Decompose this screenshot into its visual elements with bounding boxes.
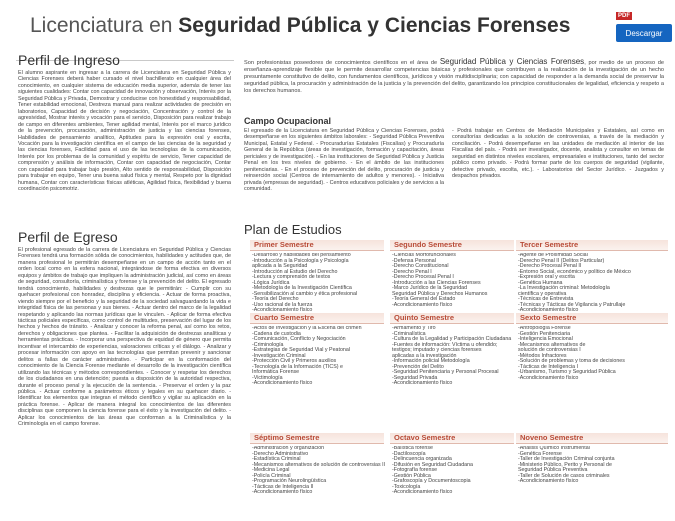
course-item: -Análisis Químico Instrumental bbox=[518, 446, 590, 451]
course-item: -Ministerio Público, Perito y Personal de bbox=[518, 461, 612, 468]
intro-before: Son profesionistas poseedores de conocimientos científicos en el área de bbox=[244, 60, 440, 66]
course-item: -Teoría del Derecho bbox=[252, 296, 299, 303]
semester-heading: Cuarto Semestre bbox=[250, 313, 384, 324]
course-item: -Criminología bbox=[252, 341, 284, 348]
course-item: -Protección Civil y Primeros auxilios bbox=[252, 358, 337, 365]
course-item: -Derecho Procesal Penal II bbox=[518, 263, 582, 270]
course-item: -Teoría General del Estado bbox=[392, 296, 456, 303]
page-title bbox=[30, 14, 570, 38]
course-item: -Agente de Proximidad Social bbox=[518, 253, 588, 258]
course-item: -Delincuencia organizada bbox=[392, 456, 452, 463]
course-item: -Fuentes de información: Víctima u ofendido; bbox=[392, 341, 498, 348]
perfil-egreso-body: El profesional egresado de la carrera de Licenciatura en Seguridad Pública y Ciencias Forenses tendrá una formación sólida de conocimientos, habilidades y actitudes que, de manera profesional le permitirán desempeñarse en un campo de acción tanto en el orden local como en la esfera nacional, integrándose de forma efectiva en diversos equipos y ámbitos de trabajo que impliquen la administración judicial, así como en áreas de seguridad, consultoría, criminalística y forense y la prevención del delito. El egresado tendrá conocimiento, habilidades y destrezas que le permitirán: - Cumplir con su quehacer profesional con honradez, disciplina y eficiencia. - Actuar de forma proactiva, viendo siempre por el beneficio y la seguridad de la sociedad salvaguardando la vida e integridad física de las personas y sus bienes. - Actuar dentro del marco de la legalidad respetando y aplicando las normas jurídicas que le vinculen. - Aplicar de forma efectiva tácticas policiales específicas, como control de multitudes, preservación del lugar de los hechos y hechos de tránsito. - Analizar y conocer la reforma penal, así como los retos, derechos y obligaciones que plantea. - Facilitar la adquisición de destrezas analíticas y herramientas prácticas. - Incorporar una perspectiva de equidad de género que permita incentivar el intercambio de experiencias, valoraciones críticas y el diálogo. - Analizar y procesar información con apoyo en las tecnologías que permitan prevenir y sancionar delitos a fallas de carácter administrativo. - Participar en la conformación del conocimiento de la Ciencia Forense mediante el desarrollo de la investigación científica utilizando las técnicas y métodos correspondientes. - Conocer y respetar los derechos de los ciudadanos en una detención; puesta a disposición de la autoridad respectiva, durante el proceso penal y la ejecución de la sentencia. - Preservar el orden y la paz pública. - Actuar conforme a parámetros éticos y legales en su quehacer diario. - Identificar los elementos que integran el método científico y vigilar su aplicación en la práctica forense. - Aplicar de manera integral los conocimientos de las diferentes disciplinas que componen la ciencia forense para el éxito y la investigación del delito. - Aplicar los conocimientos de las áreas que conforman a la Criminalística y la Criminología en el campo forense. bbox=[18, 247, 231, 428]
course-item: -Investigación Criminal bbox=[252, 352, 306, 359]
course-item: -Estadística Criminal bbox=[252, 456, 301, 463]
course-item: -Antropología Forense bbox=[518, 326, 571, 331]
course-item: -Tácticas de Inteligencia II bbox=[252, 483, 314, 490]
course-item: -Balística forense bbox=[392, 446, 433, 451]
course-item: -Introducción a la Psicología y Psicología bbox=[252, 257, 349, 264]
course-item: -Difusión en Seguridad Ciudadana bbox=[392, 461, 473, 468]
semester-courses bbox=[518, 326, 668, 388]
course-item: -Estrategias de Seguridad Vial y Peatonal bbox=[252, 347, 350, 354]
intro-after: , por medio de un proceso de enseñanza-aprendizaje flexible que le permite desarrollar competencias básicas y profesionales que contribuyen a la realización de la investigación de un hecho presuntamente constitutivo de delito, con fundamentos científicos, jurídicos y visión multidisciplinaria; con capacidad de responder a la demanda social de preservar la seguridad pública, la procuración y administración de la justicia y la prevención del delito, garantizando los principios constitucionales de legalidad, eficiencia y respeto a los derechos humanos. bbox=[244, 60, 664, 94]
semester-courses bbox=[252, 326, 390, 388]
course-item: -Acondicionamiento físico bbox=[518, 478, 579, 485]
course-item: Seguridad Pública Preventiva bbox=[518, 467, 588, 474]
course-item: -Solución de problemas y toma de decisiones bbox=[518, 358, 625, 365]
course-item: -Técnicas y Tácticas de Vigilancia y Patrullaje bbox=[518, 301, 626, 308]
intro-text bbox=[244, 58, 664, 114]
course-item: -Dactiloscopía bbox=[392, 450, 426, 457]
course-item: -Genética Forense bbox=[518, 450, 562, 457]
course-item: -Entorno Social, económico y político de México bbox=[518, 268, 631, 275]
course-item: -Técnicas de Entrevista bbox=[518, 296, 574, 303]
course-item: -Taller de Investigación Criminal conjunta bbox=[518, 456, 615, 463]
course-item: -Acondicionamiento físico bbox=[392, 380, 453, 387]
course-item: -Medicina Legal bbox=[252, 467, 290, 474]
course-item: -Desarrollo y habilidades del pensamiento bbox=[252, 253, 351, 258]
course-item: -Seguridad Privada bbox=[392, 374, 438, 381]
course-item: -Criminalística bbox=[392, 330, 426, 337]
course-item: -Derecho Administrativo bbox=[252, 450, 309, 457]
course-item: -Derecho Penal II (Delitos Particular) bbox=[518, 257, 605, 264]
course-item: aplicada a la Seguridad bbox=[252, 263, 308, 270]
semester-heading: Tercer Semestre bbox=[516, 240, 668, 251]
semester-courses bbox=[518, 253, 668, 313]
course-item: -Mecanismos alternativos de bbox=[518, 341, 586, 348]
course-item: -Prevención del Delito bbox=[392, 363, 444, 370]
semester-heading: Segundo Semestre bbox=[390, 240, 514, 251]
course-item: -Acondicionamiento físico bbox=[252, 489, 313, 496]
plan-heading: Plan de Estudios bbox=[244, 222, 342, 237]
semester-courses bbox=[392, 446, 516, 519]
course-item: -Policía Criminal bbox=[252, 472, 291, 479]
course-item: -Toxicología bbox=[392, 483, 421, 490]
semester-courses bbox=[392, 253, 512, 313]
campo-right-body: - Podrá trabajar en Centros de Mediación Municipales y Estatales, así como en consultorías dedicadas a la solución de controversias, a través de la mediación y conciliación. - Podrá desempeñarse en las unidades de mediación al interior de las Fiscalías del país. - Podrá ser investigador, docente, analista y consultor en temas de seguridad en distintos niveles escolares, empresariales e instituciones, tanto del sector público como privado. - Podrá formar parte de los cuerpos de seguridad (vigilante, detective privado, escolta, etc.). - Laboratorios del Sector Jurídico. - Juzgados y despachos privados. bbox=[452, 128, 664, 180]
course-item: -Información policial Metodología bbox=[392, 358, 470, 365]
course-item: -Grafoscopía y Documentoscopia bbox=[392, 478, 471, 485]
course-item: -Derecho Penal I bbox=[392, 268, 432, 275]
semester-courses bbox=[392, 326, 516, 388]
course-item: -Tecnología de la Información (TICS) e bbox=[252, 363, 343, 370]
course-item: -Introducción a las Ciencias Forenses bbox=[392, 279, 481, 286]
course-item: -Derecho Procesal Penal I bbox=[392, 274, 454, 281]
course-item: -Derecho Constitucional bbox=[392, 263, 449, 270]
course-item: -Seguridad Penitenciaria y Personal Procesal bbox=[392, 369, 499, 376]
course-item: -Ciencias Morfofuncionales bbox=[392, 253, 456, 258]
perfil-egreso-heading: Perfil de Egreso bbox=[18, 229, 118, 245]
course-item: Informática Forense bbox=[252, 369, 300, 376]
semester-heading: Noveno Semestre bbox=[516, 433, 668, 444]
course-item: -Introducción al Estudio del Derecho bbox=[252, 268, 338, 275]
perfil-ingreso-heading: Perfil de Ingreso bbox=[18, 52, 120, 68]
semester-heading: Octavo Semestre bbox=[390, 433, 514, 444]
course-item: aplicadas a la investigación bbox=[392, 352, 457, 359]
course-item: -Sensibilización al cambio y ética profesional bbox=[252, 290, 358, 297]
course-item: -Mecanismos alternativos de solución de controversias II bbox=[252, 461, 386, 468]
campo-right bbox=[452, 128, 664, 218]
course-item: -La Investigación criminal: Metodología bbox=[518, 285, 610, 292]
title-prefix: Licenciatura en bbox=[30, 14, 179, 37]
course-item: -Victimología bbox=[252, 374, 283, 381]
course-item: solución de controversias I bbox=[518, 347, 581, 354]
course-item: Seguridad Pública y Derechos Humanos bbox=[392, 290, 488, 297]
course-item: -Defensa Personal bbox=[392, 257, 436, 264]
course-item: -Acondicionamiento físico bbox=[252, 307, 313, 313]
course-item: -Metodología de la Investigación Científica bbox=[252, 285, 352, 292]
pdf-download[interactable] bbox=[612, 12, 672, 42]
course-item: -Genética Humana bbox=[518, 279, 563, 286]
course-item: -Lectura y comprensión de textos bbox=[252, 274, 331, 281]
course-item: -Taller de Solución de casos criminales bbox=[518, 472, 610, 479]
course-item: -Cultura de la Legalidad y Participación Ciudadana bbox=[392, 336, 512, 343]
course-item: -Administración y organización bbox=[252, 446, 325, 451]
course-item: -Urbanismo, Turismo y Seguridad Pública bbox=[518, 369, 616, 376]
course-item: -Gestión Pública bbox=[392, 472, 431, 479]
course-item: -Tácticas de Inteligencia I bbox=[518, 363, 579, 370]
course-item: -Actos de Investigación y la Escena del crimen bbox=[252, 326, 362, 331]
semester-heading: Quinto Semestre bbox=[390, 313, 514, 324]
course-item: -Expresión oral y escrita bbox=[518, 274, 575, 281]
course-item: -Acondicionamiento físico bbox=[392, 489, 453, 496]
semester-heading: Séptimo Semestre bbox=[250, 433, 384, 444]
course-item: testigos; imputado y ciencias forenses bbox=[392, 347, 482, 354]
course-item: -Cadena de custodia bbox=[252, 330, 301, 337]
course-item: -Gestión Penitenciaria bbox=[518, 330, 571, 337]
course-item: -Métodos Infractores bbox=[518, 352, 567, 359]
campo-left-body: El egresado de la Licenciatura en Seguridad Pública y Ciencias Forenses, podrá desempeñarse en los siguientes ámbitos laborales: - Seguridad Pública Preventiva Municipal, Estatal y Federal. - Procuradurías Estatales (Fiscalías) y Procuraduría General de la República (áreas de investigación, formación y capacitación, áreas periciales y de investigación). - En las instituciones de Seguridad Pública y Justicia Penal en los tres niveles de gobierno. - En el ámbito de las instituciones penitenciarias. - En el proceso de prevención del delito, procuración de justicia y reinserción social (Centros de internamiento de adultos y menores). - Iniciativa privada (empresas de seguridad). - Centros educativos policiales y de servicios a la comunidad. bbox=[244, 128, 444, 193]
semester-courses bbox=[252, 446, 392, 519]
campo-left bbox=[244, 128, 444, 218]
course-item: científica y operativa bbox=[518, 290, 567, 297]
course-item: -Acondicionamiento físico bbox=[518, 374, 579, 381]
perfil-ingreso-text bbox=[18, 70, 231, 226]
perfil-egreso-text bbox=[18, 247, 231, 519]
title-bold: Seguridad Pública y Ciencias Forenses bbox=[178, 14, 571, 37]
intro-highlight: Seguridad Pública y Ciencias Forenses bbox=[439, 58, 585, 66]
perfil-ingreso-body: El alumno aspirante en ingresar a la carrera de Licenciatura en Seguridad Pública y Ciencias Forenses deberá haber cursado el nivel bachillerato en cualquier área del conocimiento, en cualquier sistema de educación media superior, además de tener las siguientes cualidades: Contar con capacidad de innovación y observación, Interés por la Seguridad Pública y Privada, Demostrar y conducirse con honestidad y responsabilidad, Tener estabilidad emocional, Destreza manual para realizar actividades de precisión en laboratorios, Capacidad de decisión y negociación, Concentración y control de la agresividad, Mostrar interés y vocación para el servicio, Disposición para realizar trabajo de campo en diferentes ambientes, Tener agilidad mental, Interés por el marco jurídico de la prevención, procuración, administración de justicia y las ciencias forenses, Habilidades de pensamiento analítico, Aptitudes para la expresión oral y escrita, Vocación para la investigación científica en el campo de las ciencias de la seguridad y las ciencias forenses, Facilidad para el uso de las tecnologías de la comunicación, Interés por los problemas de la comunidad y espíritu de servicio, Tener capacidad de comprensión y análisis de información, Contar con capacidad de negociación, Contar con capacidad para trabajar bajo presión, Alto sentido de responsabilidad, Disposición para trabajar en equipo, Tener una buena salud física y mental, Respeto por la dignidad humana, Contar con características físicas atléticas, Agilidad física, flexibilidad y buena coordinación psicomotriz. bbox=[18, 70, 231, 193]
course-item: -Comunicación, Conflicto y Negociación bbox=[252, 336, 346, 343]
course-item: -Acondicionamiento físico bbox=[518, 307, 579, 313]
semester-courses bbox=[518, 446, 668, 519]
course-item: -Marco Jurídico de la Seguridad bbox=[392, 285, 468, 292]
course-item: -Inteligencia Emocional bbox=[518, 336, 573, 343]
campo-heading: Campo Ocupacional bbox=[244, 116, 332, 126]
course-item: -Programación Neurolingüística bbox=[252, 478, 327, 485]
pdf-icon: PDF bbox=[618, 13, 630, 19]
course-item: -Acondicionamiento físico bbox=[252, 380, 313, 387]
semester-heading: Primer Semestre bbox=[250, 240, 384, 251]
course-item: -Acondicionamiento físico bbox=[392, 301, 453, 308]
download-button[interactable]: Descargar bbox=[616, 24, 672, 42]
course-item: -Fotografía forense bbox=[392, 467, 438, 474]
course-item: -Lógica Jurídica bbox=[252, 279, 290, 286]
semester-courses bbox=[252, 253, 388, 313]
course-item: -Armamento y Tiro bbox=[392, 326, 436, 331]
semester-heading: Sexto Semestre bbox=[516, 313, 668, 324]
course-item: -Uso racional de la fuerza bbox=[252, 301, 313, 308]
